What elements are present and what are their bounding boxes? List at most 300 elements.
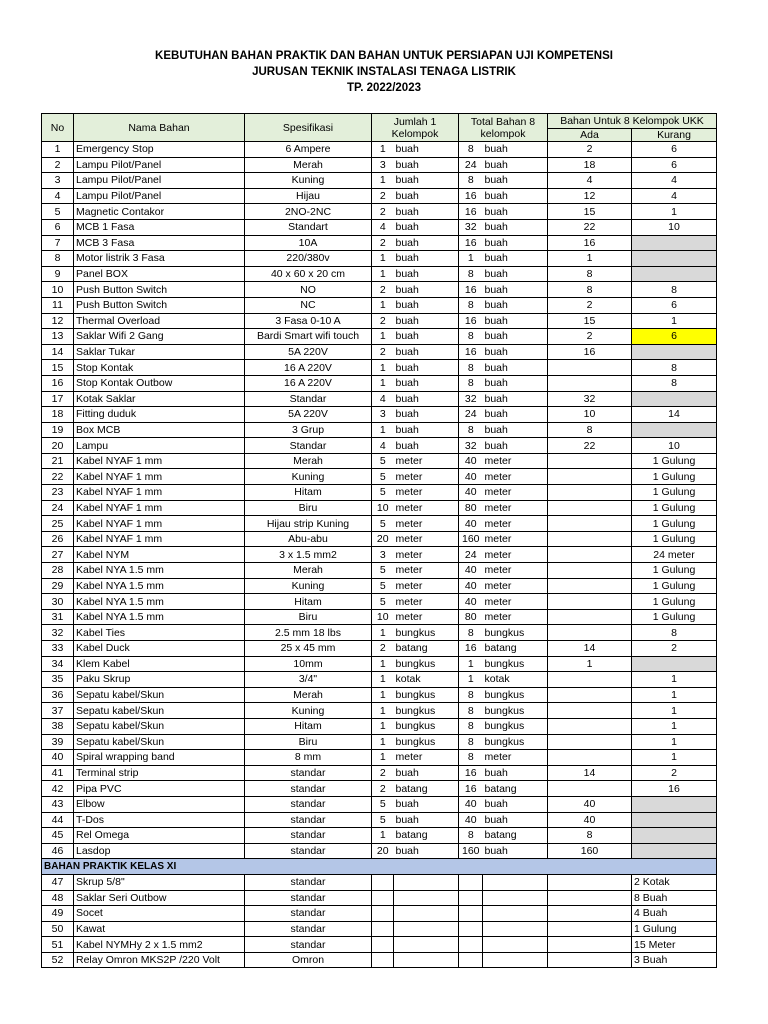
cell-jumlah-unit: buah [394,360,459,376]
cell-ada [548,500,632,516]
cell-spesifikasi: NC [245,297,372,313]
cell-nama-bahan: Emergency Stop [74,142,245,158]
table-row [42,703,717,719]
cell-spesifikasi: standar [245,781,372,797]
table-row [42,796,717,812]
cell-spesifikasi: Standart [245,219,372,235]
table-row [42,594,717,610]
cell-no: 22 [42,469,74,485]
cell-total-unit: buah [483,391,548,407]
cell-ada [548,906,632,922]
cell-ada: 16 [548,235,632,251]
cell-jumlah-unit: buah [394,235,459,251]
cell-kurang [632,235,717,251]
cell-spesifikasi: Merah [245,157,372,173]
table-row [42,718,717,734]
cell-jumlah-unit: buah [394,157,459,173]
cell-jumlah: 10 [372,609,394,625]
cell-nama-bahan: Kabel NYAF 1 mm [74,531,245,547]
cell-jumlah: 1 [372,672,394,688]
cell-jumlah: 5 [372,469,394,485]
cell-jumlah: 1 [372,142,394,158]
cell-no: 19 [42,422,74,438]
cell-total: 1 [459,251,483,267]
table-row [42,235,717,251]
col-header-spesifikasi: Spesifikasi [245,114,372,142]
cell-jumlah: 1 [372,828,394,844]
cell-jumlah-unit: meter [394,516,459,532]
cell-jumlah-unit: meter [394,531,459,547]
cell-total-unit: kotak [483,672,548,688]
cell-no: 49 [42,906,74,922]
cell-kurang: 1 [632,204,717,220]
cell-total: 8 [459,142,483,158]
cell-jumlah-unit: meter [394,750,459,766]
table-row [42,173,717,189]
cell-jumlah [372,921,394,937]
cell-nama-bahan: MCB 3 Fasa [74,235,245,251]
cell-nama-bahan: Terminal strip [74,765,245,781]
cell-ada: 40 [548,796,632,812]
cell-kurang: 1 Gulung [632,921,717,937]
cell-no: 3 [42,173,74,189]
cell-no: 27 [42,547,74,563]
cell-total-unit [483,906,548,922]
cell-kurang: 4 [632,173,717,189]
cell-spesifikasi: 25 x 45 mm [245,641,372,657]
cell-spesifikasi: standar [245,937,372,953]
cell-jumlah: 5 [372,812,394,828]
cell-total: 8 [459,266,483,282]
cell-no: 46 [42,843,74,859]
cell-jumlah: 2 [372,344,394,360]
cell-jumlah: 1 [372,266,394,282]
col-header-jumlah: Jumlah 1 Kelompok [372,114,459,142]
cell-jumlah: 10 [372,500,394,516]
cell-nama-bahan: Lampu Pilot/Panel [74,188,245,204]
cell-total-unit: meter [483,563,548,579]
cell-kurang: 1 Gulung [632,563,717,579]
cell-kurang: 4 Buah [632,906,717,922]
table-row [42,188,717,204]
cell-jumlah-unit: bungkus [394,703,459,719]
cell-jumlah [372,952,394,968]
cell-jumlah-unit: bungkus [394,687,459,703]
cell-kurang: 8 Buah [632,890,717,906]
cell-nama-bahan: MCB 1 Fasa [74,219,245,235]
cell-total: 80 [459,609,483,625]
cell-jumlah: 1 [372,718,394,734]
cell-jumlah-unit: meter [394,469,459,485]
cell-jumlah: 1 [372,251,394,267]
cell-no: 30 [42,594,74,610]
cell-total-unit: meter [483,500,548,516]
cell-jumlah-unit: buah [394,375,459,391]
cell-spesifikasi: 3 Fasa 0-10 A [245,313,372,329]
cell-total-unit [483,921,548,937]
cell-total-unit: bungkus [483,703,548,719]
cell-jumlah-unit: meter [394,485,459,501]
col-header-kurang: Kurang [632,129,717,142]
cell-no: 2 [42,157,74,173]
cell-jumlah-unit: bungkus [394,718,459,734]
cell-total [459,906,483,922]
cell-jumlah: 1 [372,750,394,766]
table-row [42,765,717,781]
cell-ada: 22 [548,438,632,454]
cell-jumlah: 1 [372,173,394,189]
cell-jumlah: 3 [372,547,394,563]
cell-ada [548,952,632,968]
cell-no: 31 [42,609,74,625]
cell-total-unit: buah [483,266,548,282]
cell-spesifikasi: standar [245,921,372,937]
cell-total: 16 [459,765,483,781]
cell-total: 8 [459,828,483,844]
cell-kurang [632,656,717,672]
cell-total: 8 [459,734,483,750]
cell-total-unit: meter [483,469,548,485]
cell-total: 8 [459,750,483,766]
cell-nama-bahan: Fitting duduk [74,407,245,423]
cell-spesifikasi: standar [245,890,372,906]
cell-total-unit: meter [483,750,548,766]
cell-ada: 15 [548,313,632,329]
cell-total: 16 [459,344,483,360]
cell-jumlah: 5 [372,453,394,469]
cell-nama-bahan: Stop Kontak [74,360,245,376]
cell-jumlah-unit: kotak [394,672,459,688]
cell-jumlah-unit [394,952,459,968]
cell-ada [548,734,632,750]
cell-nama-bahan: Stop Kontak Outbow [74,375,245,391]
cell-ada [548,687,632,703]
cell-jumlah-unit: buah [394,219,459,235]
cell-no: 51 [42,937,74,953]
cell-total-unit: buah [483,329,548,345]
cell-nama-bahan: Kabel NYAF 1 mm [74,485,245,501]
cell-kurang: 16 [632,781,717,797]
cell-total: 8 [459,173,483,189]
cell-nama-bahan: Sepatu kabel/Skun [74,687,245,703]
cell-total: 32 [459,391,483,407]
cell-no: 38 [42,718,74,734]
cell-no: 13 [42,329,74,345]
table-row [42,516,717,532]
table-row [42,391,717,407]
cell-kurang: 1 [632,750,717,766]
cell-jumlah: 1 [372,625,394,641]
cell-total: 24 [459,407,483,423]
col-header-no: No [42,114,74,142]
cell-total: 40 [459,485,483,501]
table-row [42,453,717,469]
cell-total-unit: meter [483,594,548,610]
cell-total: 8 [459,297,483,313]
cell-ada [548,703,632,719]
cell-ada: 1 [548,251,632,267]
table-row [42,142,717,158]
cell-nama-bahan: Sepatu kabel/Skun [74,703,245,719]
cell-kurang: 1 Gulung [632,609,717,625]
cell-spesifikasi: standar [245,828,372,844]
cell-no: 50 [42,921,74,937]
table-row [42,578,717,594]
table-row [42,672,717,688]
cell-total: 24 [459,547,483,563]
table-row [42,251,717,267]
cell-spesifikasi: Kuning [245,578,372,594]
cell-nama-bahan: Kawat [74,921,245,937]
cell-jumlah: 2 [372,204,394,220]
cell-jumlah-unit: buah [394,266,459,282]
cell-total-unit: buah [483,251,548,267]
cell-ada [548,609,632,625]
cell-kurang [632,266,717,282]
cell-total-unit: buah [483,843,548,859]
cell-spesifikasi: 16 A 220V [245,375,372,391]
cell-spesifikasi: 40 x 60 x 20 cm [245,266,372,282]
cell-nama-bahan: Thermal Overload [74,313,245,329]
table-row [42,375,717,391]
cell-total [459,937,483,953]
cell-spesifikasi: Merah [245,563,372,579]
cell-ada [548,874,632,890]
cell-no: 42 [42,781,74,797]
cell-kurang: 24 meter [632,547,717,563]
cell-kurang [632,828,717,844]
cell-kurang [632,843,717,859]
cell-total: 8 [459,329,483,345]
cell-ada: 15 [548,204,632,220]
cell-jumlah-unit: meter [394,453,459,469]
col-header-ada: Ada [548,129,632,142]
table-row [42,952,717,968]
cell-no: 44 [42,812,74,828]
cell-total-unit: batang [483,781,548,797]
cell-nama-bahan: Magnetic Contakor [74,204,245,220]
table-row [42,313,717,329]
cell-ada [548,625,632,641]
cell-ada: 2 [548,329,632,345]
cell-total: 16 [459,235,483,251]
cell-jumlah: 1 [372,297,394,313]
cell-spesifikasi: Hijau [245,188,372,204]
cell-ada: 22 [548,219,632,235]
cell-spesifikasi: Merah [245,453,372,469]
cell-jumlah [372,906,394,922]
table-row [42,781,717,797]
cell-ada [548,672,632,688]
cell-jumlah-unit: buah [394,142,459,158]
cell-no: 20 [42,438,74,454]
cell-total-unit: meter [483,453,548,469]
cell-no: 37 [42,703,74,719]
cell-nama-bahan: Elbow [74,796,245,812]
title-line-1: KEBUTUHAN BAHAN PRAKTIK DAN BAHAN UNTUK PERSIAPAN UJI KOMPETENSI [155,50,613,62]
cell-jumlah-unit: buah [394,251,459,267]
table-row [42,422,717,438]
cell-ada [548,485,632,501]
cell-ada [548,781,632,797]
cell-jumlah: 3 [372,157,394,173]
table-row [42,297,717,313]
cell-jumlah: 2 [372,765,394,781]
cell-kurang: 3 Buah [632,952,717,968]
cell-total-unit: buah [483,796,548,812]
cell-kurang: 6 [632,329,717,345]
cell-jumlah-unit: buah [394,843,459,859]
cell-kurang: 1 Gulung [632,594,717,610]
cell-total: 16 [459,188,483,204]
cell-total: 160 [459,843,483,859]
cell-total: 8 [459,360,483,376]
cell-ada [548,921,632,937]
cell-kurang: 1 [632,672,717,688]
cell-ada: 10 [548,407,632,423]
cell-jumlah-unit: buah [394,188,459,204]
cell-jumlah-unit [394,937,459,953]
cell-ada: 8 [548,828,632,844]
cell-nama-bahan: Kabel Duck [74,641,245,657]
cell-no: 4 [42,188,74,204]
cell-total: 40 [459,453,483,469]
cell-ada: 2 [548,142,632,158]
cell-total-unit [483,937,548,953]
cell-no: 34 [42,656,74,672]
cell-total-unit: buah [483,438,548,454]
cell-nama-bahan: Motor listrik 3 Fasa [74,251,245,267]
cell-total-unit: bungkus [483,656,548,672]
table-row [42,625,717,641]
cell-total: 16 [459,282,483,298]
cell-no: 25 [42,516,74,532]
cell-total-unit: buah [483,344,548,360]
cell-kurang: 1 Gulung [632,500,717,516]
cell-total: 1 [459,656,483,672]
table-row [42,843,717,859]
cell-total-unit: buah [483,812,548,828]
cell-jumlah: 2 [372,641,394,657]
cell-total: 16 [459,313,483,329]
cell-jumlah [372,937,394,953]
cell-total-unit: meter [483,547,548,563]
table-row [42,469,717,485]
cell-total: 40 [459,516,483,532]
cell-nama-bahan: Pipa PVC [74,781,245,797]
cell-kurang [632,422,717,438]
cell-spesifikasi: Merah [245,687,372,703]
cell-jumlah-unit: buah [394,282,459,298]
cell-no: 21 [42,453,74,469]
cell-no: 8 [42,251,74,267]
cell-total-unit [483,890,548,906]
cell-jumlah-unit: buah [394,204,459,220]
cell-jumlah-unit: buah [394,297,459,313]
cell-nama-bahan: Paku Skrup [74,672,245,688]
cell-no: 36 [42,687,74,703]
cell-total: 40 [459,578,483,594]
cell-nama-bahan: Panel BOX [74,266,245,282]
cell-spesifikasi: Standar [245,391,372,407]
cell-spesifikasi: 8 mm [245,750,372,766]
cell-jumlah-unit: meter [394,578,459,594]
col-header-nama: Nama Bahan [74,114,245,142]
cell-jumlah-unit: meter [394,563,459,579]
cell-ada [548,375,632,391]
cell-jumlah-unit: buah [394,765,459,781]
table-row [42,750,717,766]
table-row [42,921,717,937]
cell-no: 28 [42,563,74,579]
cell-total-unit: buah [483,142,548,158]
cell-jumlah-unit: buah [394,391,459,407]
cell-spesifikasi: Abu-abu [245,531,372,547]
cell-ada: 2 [548,297,632,313]
table-row [42,937,717,953]
table-row [42,547,717,563]
cell-spesifikasi: Hitam [245,485,372,501]
cell-total [459,874,483,890]
cell-total-unit: batang [483,828,548,844]
table-row [42,157,717,173]
cell-total-unit: buah [483,188,548,204]
cell-total: 24 [459,157,483,173]
cell-ada: 14 [548,765,632,781]
cell-jumlah: 1 [372,360,394,376]
cell-jumlah: 1 [372,656,394,672]
cell-no: 47 [42,874,74,890]
cell-no: 41 [42,765,74,781]
cell-jumlah-unit [394,906,459,922]
cell-jumlah: 2 [372,781,394,797]
cell-spesifikasi: Bardi Smart wifi touch [245,329,372,345]
cell-total-unit: buah [483,297,548,313]
cell-no: 5 [42,204,74,220]
cell-total: 40 [459,469,483,485]
cell-spesifikasi: standar [245,765,372,781]
cell-kurang: 10 [632,438,717,454]
cell-ada [548,937,632,953]
cell-no: 23 [42,485,74,501]
cell-kurang: 8 [632,625,717,641]
cell-spesifikasi: 3 x 1.5 mm2 [245,547,372,563]
cell-jumlah-unit [394,874,459,890]
cell-no: 32 [42,625,74,641]
table-row [42,500,717,516]
cell-no: 39 [42,734,74,750]
cell-kurang: 1 Gulung [632,453,717,469]
cell-total: 80 [459,500,483,516]
table-row [42,641,717,657]
cell-spesifikasi: standar [245,843,372,859]
cell-nama-bahan: Skrup 5/8" [74,874,245,890]
cell-spesifikasi: 3 Grup [245,422,372,438]
cell-nama-bahan: Saklar Wifi 2 Gang [74,329,245,345]
cell-jumlah-unit: buah [394,173,459,189]
cell-nama-bahan: Socet [74,906,245,922]
cell-jumlah: 20 [372,531,394,547]
cell-no: 9 [42,266,74,282]
cell-kurang: 1 Gulung [632,469,717,485]
cell-nama-bahan: Kabel NYA 1.5 mm [74,609,245,625]
cell-ada: 12 [548,188,632,204]
cell-spesifikasi: 10mm [245,656,372,672]
cell-kurang: 2 [632,641,717,657]
cell-ada [548,750,632,766]
table-row [42,734,717,750]
cell-total: 8 [459,375,483,391]
